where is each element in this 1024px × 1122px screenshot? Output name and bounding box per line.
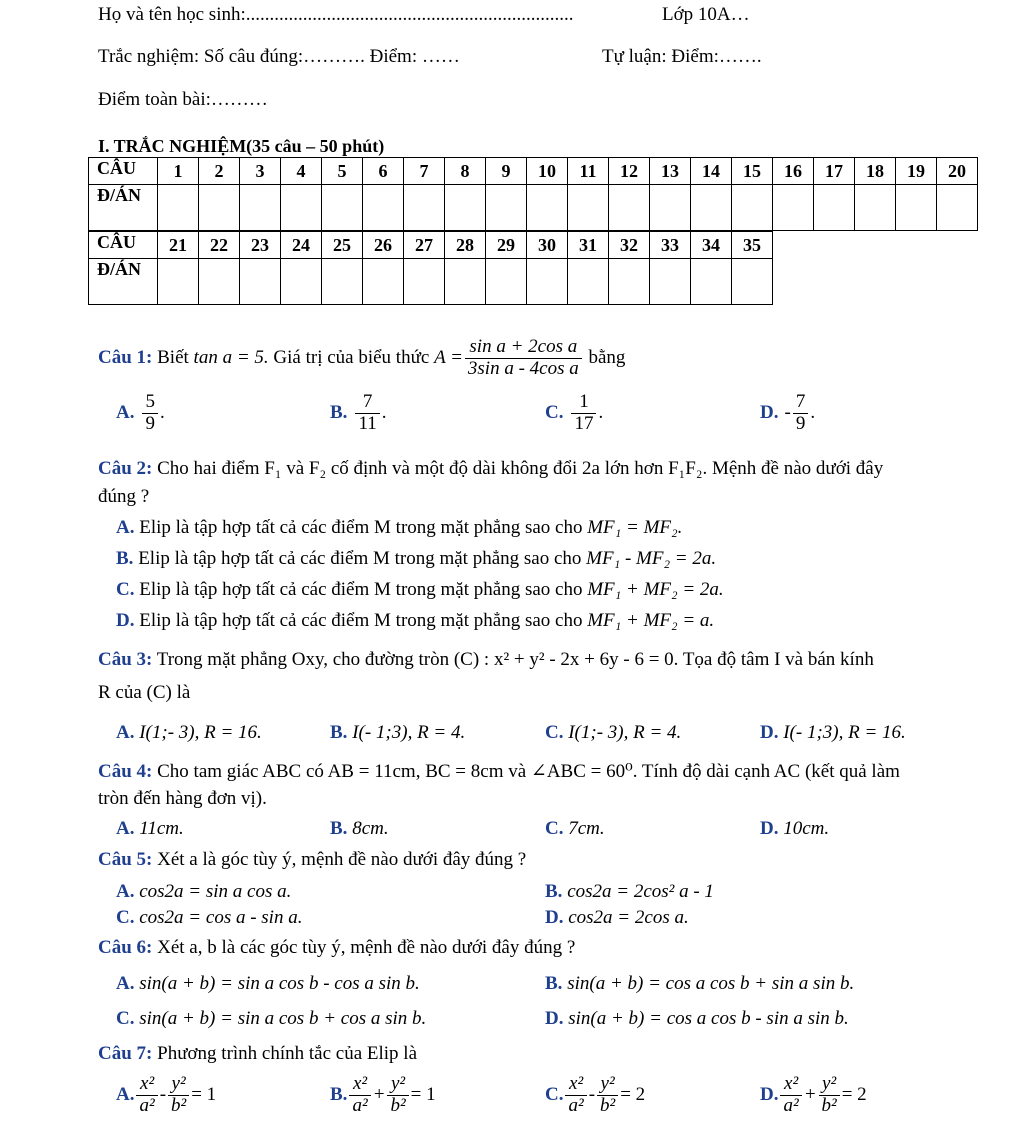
option-sign: - bbox=[784, 401, 791, 423]
option-letter: C. bbox=[545, 401, 564, 423]
option-text: Elip là tập hợp tất cả các điểm M trong mặt phẳng sao cho bbox=[138, 548, 582, 569]
option-letter: D. bbox=[545, 907, 564, 928]
option-letter: D. bbox=[760, 1083, 779, 1105]
multiple-choice-score-line: Trắc nghiệm: Số câu đúng:………. Điểm: …… bbox=[98, 46, 460, 67]
denominator: a² bbox=[139, 1094, 155, 1116]
question-number-cell: 17 bbox=[814, 158, 855, 185]
fraction bbox=[142, 392, 158, 435]
option-letter: C. bbox=[116, 579, 135, 600]
question-number-cell: 18 bbox=[855, 158, 896, 185]
fraction bbox=[565, 1074, 586, 1117]
numerator: 7 bbox=[793, 392, 809, 414]
answer-cell[interactable] bbox=[158, 185, 199, 231]
denominator: b² bbox=[390, 1094, 406, 1116]
answer-cell[interactable] bbox=[363, 185, 404, 231]
answer-option: B. $\frac{7}{11}$ . bbox=[330, 391, 387, 434]
numerator: 5 bbox=[142, 392, 158, 414]
question-label: Câu 1: bbox=[98, 346, 153, 368]
math-expression: sin(a + b) = sin a cos b + cos a sin b. bbox=[139, 1008, 427, 1029]
option-letter: D. bbox=[116, 610, 135, 631]
total-score-line: Điểm toàn bài:……… bbox=[98, 89, 268, 110]
math-expression: MF₁ - MF₂ = 2a. bbox=[586, 548, 717, 569]
numerator: x² bbox=[565, 1074, 586, 1096]
question-text: Cho tam giác ABC có AB = 11cm, BC = 8cm và ∠ABC = 60⁰. Tính độ dài cạnh AC (kết quả làm bbox=[157, 761, 900, 782]
question-number-cell: 11 bbox=[568, 158, 609, 185]
question-3 bbox=[98, 649, 874, 671]
denominator: b² bbox=[171, 1094, 187, 1116]
answer-cell[interactable] bbox=[445, 259, 486, 305]
answer-cell[interactable] bbox=[322, 259, 363, 305]
option-letter: A. bbox=[116, 818, 135, 839]
answer-grid-2 bbox=[88, 231, 773, 305]
answer-option bbox=[545, 881, 714, 903]
denominator: b² bbox=[600, 1094, 616, 1116]
option-letter: C. bbox=[545, 818, 564, 839]
math-expression: MF₁ = MF₂. bbox=[587, 517, 683, 538]
math-expression: I(1;- 3), R = 4. bbox=[568, 722, 682, 743]
answer-cell[interactable] bbox=[609, 259, 650, 305]
answer-option bbox=[116, 517, 682, 539]
answer-cell[interactable] bbox=[527, 185, 568, 231]
question-text-cont: đúng ? bbox=[98, 486, 150, 507]
answer-cell[interactable] bbox=[568, 185, 609, 231]
answer-option bbox=[330, 1074, 436, 1117]
numerator: x² bbox=[136, 1074, 157, 1096]
option-letter: C. bbox=[545, 1083, 564, 1105]
math-expression: sin(a + b) = sin a cos b - cos a sin b. bbox=[139, 973, 420, 994]
fraction bbox=[597, 1074, 618, 1117]
answer-option bbox=[330, 722, 465, 744]
fraction bbox=[168, 1074, 189, 1117]
answer-cell[interactable] bbox=[732, 259, 773, 305]
answer-option bbox=[116, 610, 714, 632]
answer-cell[interactable] bbox=[281, 185, 322, 231]
fraction bbox=[136, 1074, 157, 1117]
question-number-cell: 13 bbox=[650, 158, 691, 185]
question-7 bbox=[98, 1043, 417, 1065]
math-expression: cos2a = 2cos a. bbox=[568, 907, 689, 928]
math-expression: cos2a = sin a cos a. bbox=[139, 881, 292, 902]
answer-option bbox=[116, 907, 302, 929]
question-number-cell: 16 bbox=[773, 158, 814, 185]
equation-rhs: = 1 bbox=[191, 1083, 217, 1105]
option-letter: B. bbox=[330, 401, 348, 423]
operator: + bbox=[372, 1083, 386, 1105]
option-letter: A. bbox=[116, 722, 135, 743]
option-letter: B. bbox=[330, 722, 348, 743]
fraction bbox=[355, 392, 379, 435]
question-number-cell: 7 bbox=[404, 158, 445, 185]
answer-option bbox=[116, 722, 262, 744]
fraction bbox=[571, 392, 596, 435]
question-number-cell: 31 bbox=[568, 232, 609, 259]
option-letter: A. bbox=[116, 1083, 135, 1105]
question-1 bbox=[98, 337, 625, 380]
question-number-cell: 22 bbox=[199, 232, 240, 259]
option-letter: B. bbox=[545, 973, 563, 994]
fraction: $\frac{\text{sin a + 2cos a}}{\text{3sin a - 4cos a}}$ bbox=[465, 337, 582, 380]
answer-cell[interactable] bbox=[363, 259, 404, 305]
math-expression: A = bbox=[434, 346, 463, 368]
denominator: b² bbox=[821, 1094, 837, 1116]
answer-cell[interactable] bbox=[773, 185, 814, 231]
question-text: Giá trị của biểu thức bbox=[273, 346, 430, 368]
denominator: 11 bbox=[358, 412, 377, 434]
math-expression: MF₁ + MF₂ = a. bbox=[587, 610, 715, 631]
question-text: Trong mặt phẳng Oxy, cho đường tròn (C) : x² + y² - 2x + 6y - 6 = 0. Tọa độ tâm I và bán kính bbox=[156, 649, 874, 670]
answer-option: C. $\frac{1}{17}$ . bbox=[545, 391, 604, 434]
answer-cell[interactable] bbox=[527, 259, 568, 305]
fraction bbox=[780, 1074, 801, 1117]
question-label: Câu 4: bbox=[98, 761, 153, 782]
answer-cell[interactable] bbox=[691, 185, 732, 231]
denominator: a² bbox=[568, 1094, 584, 1116]
question-text-cont: R của (C) là bbox=[98, 682, 191, 703]
math-expression: sin(a + b) = cos a cos b - sin a sin b. bbox=[568, 1008, 849, 1029]
question-number-cell: 1 bbox=[158, 158, 199, 185]
answer-cell[interactable] bbox=[404, 185, 445, 231]
answer-cell[interactable] bbox=[855, 185, 896, 231]
operator: + bbox=[803, 1083, 817, 1105]
option-letter: D. bbox=[545, 1008, 564, 1029]
math-expression: 10cm. bbox=[783, 818, 830, 839]
question-number-cell: 2 bbox=[199, 158, 240, 185]
answer-option bbox=[760, 818, 829, 840]
question-number-cell: 19 bbox=[896, 158, 937, 185]
math-expression: MF₁ + MF₂ = 2a. bbox=[587, 579, 724, 600]
question-number-cell: 14 bbox=[691, 158, 732, 185]
answer-cell[interactable] bbox=[322, 185, 363, 231]
question-label: Câu 7: bbox=[98, 1043, 153, 1064]
answer-grid-1 bbox=[88, 157, 978, 231]
option-letter: A. bbox=[116, 973, 135, 994]
question-text: bằng bbox=[588, 346, 626, 368]
option-letter: C. bbox=[116, 907, 135, 928]
question-number-cell: 24 bbox=[281, 232, 322, 259]
question-number-cell: 33 bbox=[650, 232, 691, 259]
question-4 bbox=[98, 760, 900, 783]
answer-option bbox=[545, 818, 605, 840]
answer-cell[interactable] bbox=[240, 185, 281, 231]
grid-answer-label: Đ/ÁN bbox=[89, 185, 158, 231]
answer-cell[interactable] bbox=[404, 259, 445, 305]
question-text: Biết bbox=[157, 346, 189, 368]
answer-option bbox=[116, 548, 716, 570]
option-text: Elip là tập hợp tất cả các điểm M trong mặt phẳng sao cho bbox=[139, 579, 583, 600]
answer-option bbox=[545, 973, 854, 995]
denominator: 17 bbox=[574, 412, 594, 434]
denominator: a² bbox=[783, 1094, 799, 1116]
answer-cell[interactable] bbox=[814, 185, 855, 231]
option-letter: C. bbox=[116, 1008, 135, 1029]
class-line: Lớp 10A… bbox=[662, 4, 750, 25]
operator: - bbox=[159, 1083, 167, 1105]
math-expression: I(- 1;3), R = 4. bbox=[352, 722, 466, 743]
answer-cell[interactable] bbox=[445, 185, 486, 231]
answer-cell[interactable] bbox=[199, 185, 240, 231]
answer-option bbox=[116, 1008, 426, 1030]
question-number-cell: 9 bbox=[486, 158, 527, 185]
option-letter: B. bbox=[330, 1083, 348, 1105]
numerator: 1 bbox=[571, 392, 596, 414]
question-number-cell: 6 bbox=[363, 158, 404, 185]
math-expression: I(- 1;3), R = 16. bbox=[783, 722, 906, 743]
answer-option bbox=[116, 818, 184, 840]
equation-rhs: = 2 bbox=[841, 1083, 867, 1105]
option-letter: B. bbox=[545, 881, 563, 902]
math-expression: cos2a = 2cos² a - 1 bbox=[567, 881, 714, 902]
question-6 bbox=[98, 937, 575, 959]
math-expression: 11cm. bbox=[139, 818, 184, 839]
question-label: Câu 2: bbox=[98, 458, 153, 479]
option-letter: C. bbox=[545, 722, 564, 743]
answer-option bbox=[116, 579, 724, 601]
math-expression: 8cm. bbox=[352, 818, 389, 839]
math-expression: sin(a + b) = cos a cos b + sin a sin b. bbox=[567, 973, 855, 994]
option-letter: B. bbox=[330, 818, 348, 839]
answer-cell[interactable] bbox=[158, 259, 199, 305]
numerator: y² bbox=[819, 1074, 840, 1096]
option-letter: A. bbox=[116, 401, 135, 423]
question-number-cell: 30 bbox=[527, 232, 568, 259]
question-number-cell: 28 bbox=[445, 232, 486, 259]
question-text: Cho hai điểm F₁ và F₂ cố định và một độ dài không đổi 2a lớn hơn F₁F₂. Mệnh đề nào dưới đây bbox=[157, 458, 884, 479]
denominator: a² bbox=[352, 1094, 368, 1116]
fraction bbox=[819, 1074, 840, 1117]
answer-option bbox=[545, 907, 689, 929]
student-name-line: Họ và tên học sinh:..................................................................... bbox=[98, 4, 574, 25]
answer-cell[interactable] bbox=[240, 259, 281, 305]
answer-cell[interactable] bbox=[609, 185, 650, 231]
answer-option bbox=[116, 1074, 216, 1117]
question-text: Xét a, b là các góc tùy ý, mệnh đề nào dưới đây đúng ? bbox=[157, 937, 576, 958]
equation-rhs: = 1 bbox=[410, 1083, 436, 1105]
grid-row-label: CÂU bbox=[89, 158, 158, 185]
answer-option bbox=[116, 973, 420, 995]
option-letter: D. bbox=[760, 722, 779, 743]
question-number-cell: 15 bbox=[732, 158, 773, 185]
question-number-cell: 32 bbox=[609, 232, 650, 259]
option-letter: D. bbox=[760, 818, 779, 839]
operator: - bbox=[588, 1083, 596, 1105]
question-number-cell: 8 bbox=[445, 158, 486, 185]
answer-cell[interactable] bbox=[937, 185, 978, 231]
option-text: Elip là tập hợp tất cả các điểm M trong mặt phẳng sao cho bbox=[139, 517, 583, 538]
math-expression: I(1;- 3), R = 16. bbox=[139, 722, 262, 743]
fraction bbox=[793, 392, 809, 435]
question-number-cell: 27 bbox=[404, 232, 445, 259]
math-expression: cos2a = cos a - sin a. bbox=[139, 907, 303, 928]
question-2 bbox=[98, 458, 883, 480]
question-number-cell: 23 bbox=[240, 232, 281, 259]
numerator: y² bbox=[387, 1074, 408, 1096]
essay-score-line: Tự luận: Điểm:……. bbox=[602, 46, 762, 67]
question-number-cell: 12 bbox=[609, 158, 650, 185]
fraction bbox=[387, 1074, 408, 1117]
answer-option bbox=[760, 1074, 867, 1117]
question-number-cell: 10 bbox=[527, 158, 568, 185]
question-5 bbox=[98, 849, 526, 871]
question-number-cell: 20 bbox=[937, 158, 978, 185]
section-title: I. TRẮC NGHIỆM(35 câu – 50 phút) bbox=[98, 136, 385, 156]
question-label: Câu 3: bbox=[98, 649, 153, 670]
answer-cell[interactable] bbox=[650, 259, 691, 305]
numerator: y² bbox=[168, 1074, 189, 1096]
answer-option: A. $\frac{5}{9}$ . bbox=[116, 391, 165, 434]
grid-answer-label: Đ/ÁN bbox=[89, 259, 158, 305]
numerator: x² bbox=[349, 1074, 370, 1096]
answer-cell[interactable] bbox=[650, 185, 691, 231]
answer-option bbox=[545, 1008, 849, 1030]
answer-cell[interactable] bbox=[691, 259, 732, 305]
denominator: 9 bbox=[145, 412, 155, 434]
option-letter: A. bbox=[116, 517, 135, 538]
numerator: y² bbox=[597, 1074, 618, 1096]
numerator: 7 bbox=[355, 392, 379, 414]
question-number-cell: 5 bbox=[322, 158, 363, 185]
answer-option bbox=[545, 1074, 645, 1117]
question-text: Xét a là góc tùy ý, mệnh đề nào dưới đây đúng ? bbox=[157, 849, 527, 870]
question-label: Câu 5: bbox=[98, 849, 153, 870]
option-letter: D. bbox=[760, 401, 779, 423]
question-number-cell: 21 bbox=[158, 232, 199, 259]
question-number-cell: 29 bbox=[486, 232, 527, 259]
answer-option bbox=[330, 818, 389, 840]
answer-cell[interactable] bbox=[896, 185, 937, 231]
question-number-cell: 35 bbox=[732, 232, 773, 259]
numerator: x² bbox=[780, 1074, 801, 1096]
answer-cell[interactable] bbox=[281, 259, 322, 305]
math-expression: tan a = 5. bbox=[193, 346, 269, 368]
answer-cell[interactable] bbox=[568, 259, 609, 305]
option-text: Elip là tập hợp tất cả các điểm M trong mặt phẳng sao cho bbox=[139, 610, 583, 631]
question-number-cell: 26 bbox=[363, 232, 404, 259]
answer-option: D. - $\frac{7}{9}$ . bbox=[760, 391, 816, 434]
question-text: Phương trình chính tắc của Elip là bbox=[157, 1043, 418, 1064]
answer-cell[interactable] bbox=[486, 185, 527, 231]
option-letter: A. bbox=[116, 881, 135, 902]
math-expression: 7cm. bbox=[568, 818, 605, 839]
answer-option bbox=[116, 881, 291, 903]
question-number-cell: 4 bbox=[281, 158, 322, 185]
equation-rhs: = 2 bbox=[620, 1083, 646, 1105]
question-number-cell: 25 bbox=[322, 232, 363, 259]
fraction bbox=[349, 1074, 370, 1117]
grid-row-label: CÂU bbox=[89, 232, 158, 259]
question-number-cell: 34 bbox=[691, 232, 732, 259]
option-letter: B. bbox=[116, 548, 134, 569]
question-number-cell: 3 bbox=[240, 158, 281, 185]
question-text-cont: tròn đến hàng đơn vị). bbox=[98, 788, 267, 809]
answer-cell[interactable] bbox=[199, 259, 240, 305]
answer-option bbox=[545, 722, 681, 744]
answer-cell[interactable] bbox=[732, 185, 773, 231]
question-label: Câu 6: bbox=[98, 937, 153, 958]
answer-cell[interactable] bbox=[486, 259, 527, 305]
denominator: 9 bbox=[795, 412, 806, 434]
answer-option bbox=[760, 722, 906, 744]
